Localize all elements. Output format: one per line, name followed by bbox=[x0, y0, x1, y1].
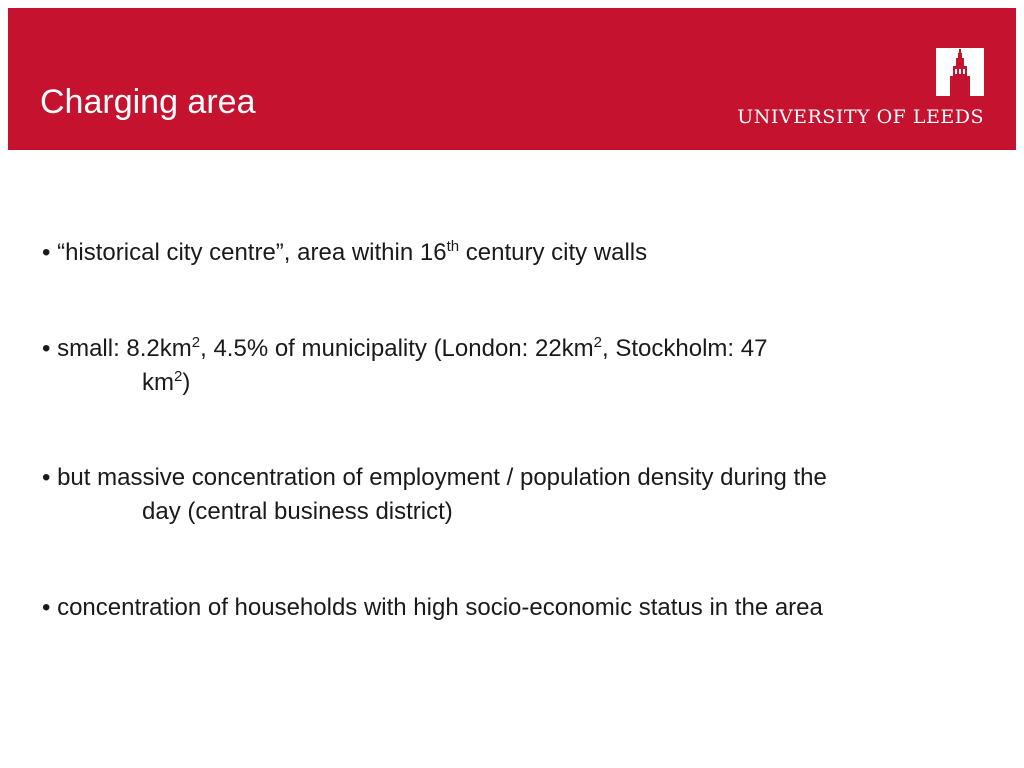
bullet-text: , Stockholm: 47 bbox=[602, 335, 768, 362]
bullet-marker: • bbox=[42, 239, 51, 266]
slide-title: Charging area bbox=[40, 83, 256, 121]
header-band bbox=[8, 8, 1016, 150]
bullet-text: small: 8.2km bbox=[57, 335, 192, 362]
bullet-marker: • bbox=[42, 464, 51, 491]
bullet-text: “historical city centre”, area within 16 bbox=[57, 239, 447, 266]
bullet-item bbox=[42, 332, 982, 400]
logo-wordmark: UNIVERSITY OF LEEDS bbox=[737, 106, 984, 128]
superscript: 2 bbox=[593, 334, 603, 351]
bullet-text: , 4.5% of municipality (London: 22km bbox=[200, 335, 594, 362]
bullet-text: ) bbox=[182, 369, 191, 396]
bullet-text: but massive concentration of employment / population density during the bbox=[57, 464, 827, 491]
bullet-marker: • bbox=[42, 594, 51, 621]
superscript: th bbox=[446, 238, 460, 255]
bullet-item bbox=[42, 591, 982, 625]
bullet-marker: • bbox=[42, 335, 51, 362]
bullet-item bbox=[42, 461, 982, 529]
bullet-text: century city walls bbox=[459, 239, 648, 266]
bullet-item bbox=[42, 236, 982, 270]
bullet-continuation bbox=[42, 366, 982, 400]
superscript: 2 bbox=[191, 334, 201, 351]
bullet-text: km bbox=[142, 369, 174, 396]
bullet-continuation: day (central business district) bbox=[142, 498, 453, 525]
bullet-text: concentration of households with high socio-economic status in the area bbox=[57, 594, 823, 621]
parkinson-tower-emblem-icon bbox=[936, 48, 984, 96]
university-logo bbox=[724, 48, 984, 132]
superscript: 2 bbox=[174, 368, 183, 385]
